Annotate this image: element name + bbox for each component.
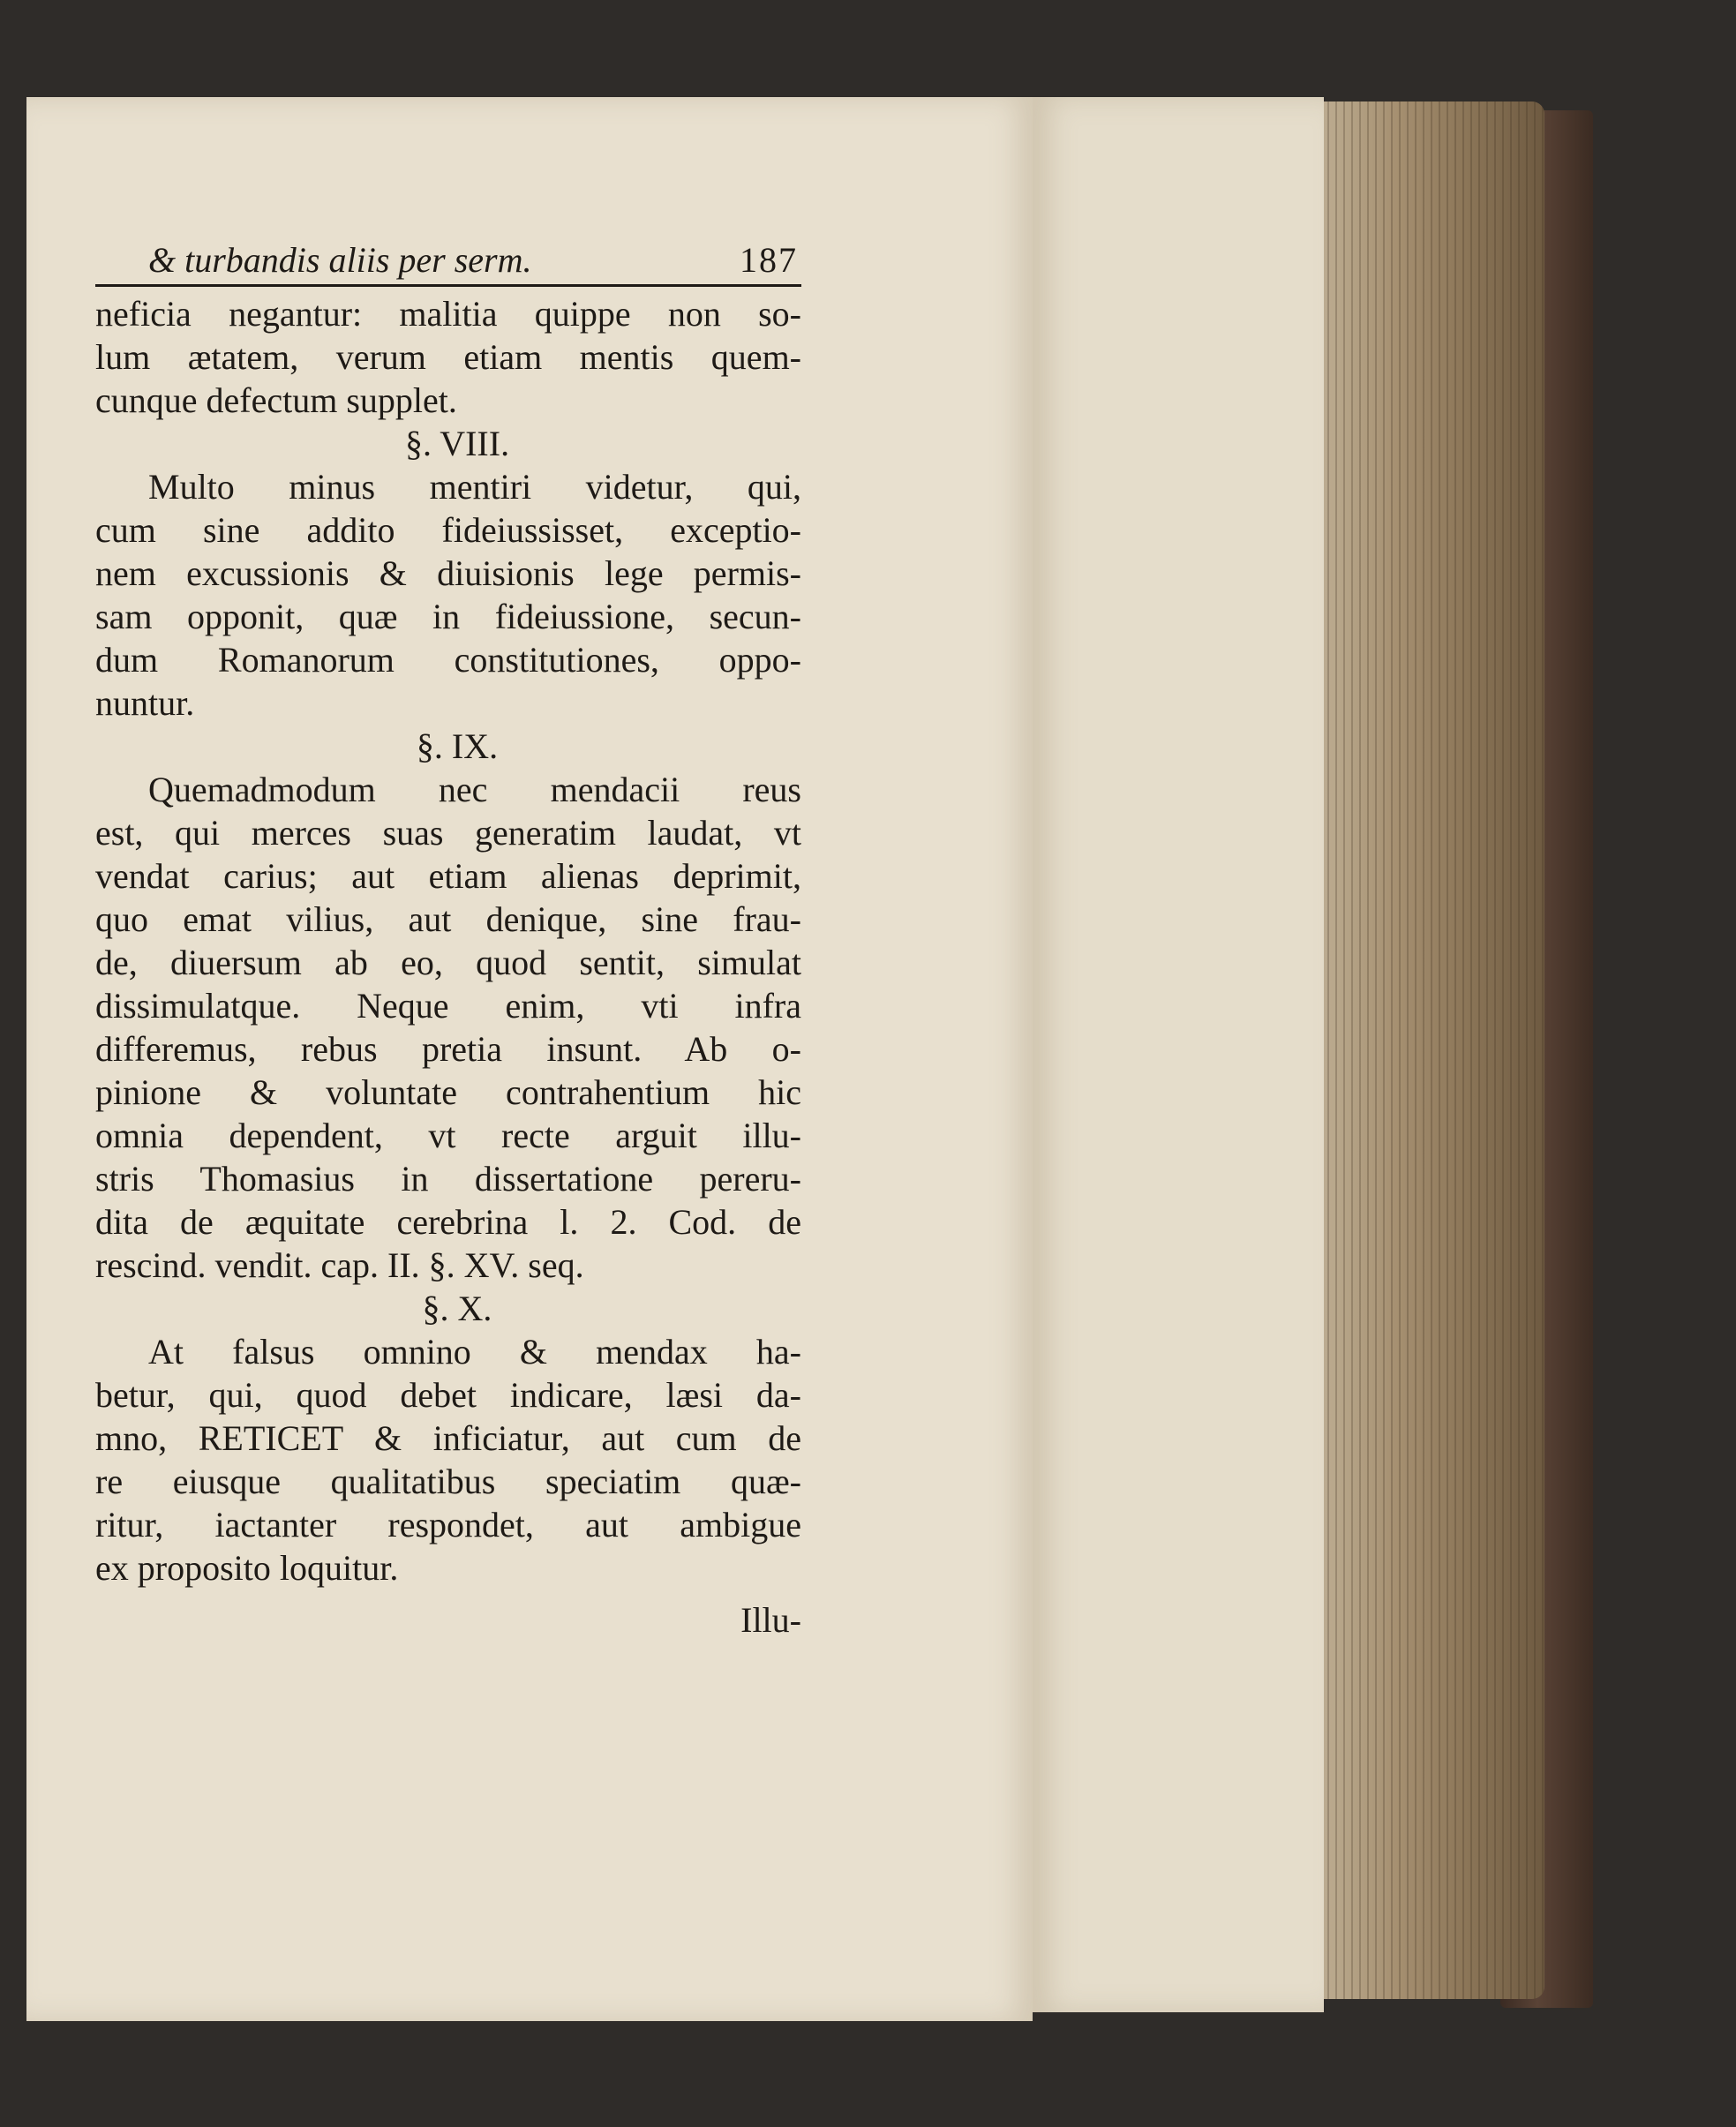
running-title: & turbandis aliis per serm. — [148, 240, 532, 280]
text-line: stris Thomasius in dissertatione pereru- — [95, 1159, 801, 1199]
text-line: lum ætatem, verum etiam mentis quem- — [95, 337, 801, 377]
text-line: ritur, iactanter respondet, aut ambigue — [95, 1505, 801, 1545]
text-line: Multo minus mentiri videtur, qui, — [148, 467, 801, 507]
paragraph-ix — [95, 768, 801, 1287]
text-line: neficia negantur: malitia quippe non so- — [95, 294, 801, 334]
text-line: Quemadmodum nec mendacii reus — [148, 770, 801, 809]
text-line: est, qui merces suas generatim laudat, vt — [95, 813, 801, 853]
section-heading: §. X. — [422, 1289, 492, 1328]
text-line: sam opponit, quæ in fideiussione, secun- — [95, 597, 801, 636]
text-line: mno, RETICET & inficiatur, aut cum de — [95, 1418, 801, 1458]
text-line: differemus, rebus pretia insunt. Ab o- — [95, 1029, 801, 1069]
running-head — [95, 238, 801, 287]
paragraph-viii — [95, 465, 801, 725]
text-line: pinione & voluntate contrahentium hic — [95, 1072, 801, 1112]
catchword: Illu- — [740, 1600, 801, 1640]
text-line: re eiusque qualitatibus speciatim quæ- — [95, 1462, 801, 1501]
page-number: 187 — [740, 240, 798, 280]
text-line: dissimulatque. Neque enim, vti infra — [95, 986, 801, 1026]
text-line: quo emat vilius, aut denique, sine frau- — [95, 899, 801, 939]
text-line: nuntur. — [95, 683, 195, 723]
text-line: cum sine addito fideiussisset, exceptio- — [95, 510, 801, 550]
section-heading: §. VIII. — [404, 424, 510, 463]
text-line: At falsus omnino & mendax ha- — [148, 1332, 801, 1372]
page-text-block — [95, 238, 801, 1642]
text-line: dita de æquitate cerebrina l. 2. Cod. de — [95, 1202, 801, 1242]
text-line: nem excussionis & diuisionis lege permis- — [95, 553, 801, 593]
text-line: ex proposito loquitur. — [95, 1548, 399, 1588]
right-blank-page — [1033, 97, 1324, 2012]
paragraph-continuation — [95, 292, 801, 422]
text-line: cunque defectum supplet. — [95, 380, 457, 420]
text-line: betur, qui, quod debet indicare, læsi da- — [95, 1375, 801, 1415]
left-page — [26, 97, 1033, 2021]
text-line: vendat carius; aut etiam alienas deprimit, — [95, 856, 801, 896]
text-line: de, diuersum ab eo, quod sentit, simulat — [95, 943, 801, 982]
text-line: rescind. vendit. cap. II. §. XV. seq. — [95, 1245, 584, 1285]
paragraph-x — [95, 1330, 801, 1590]
text-line: omnia dependent, vt recte arguit illu- — [95, 1116, 801, 1155]
text-line: dum Romanorum constitutiones, oppo- — [95, 640, 801, 680]
section-heading: §. IX. — [416, 726, 499, 766]
